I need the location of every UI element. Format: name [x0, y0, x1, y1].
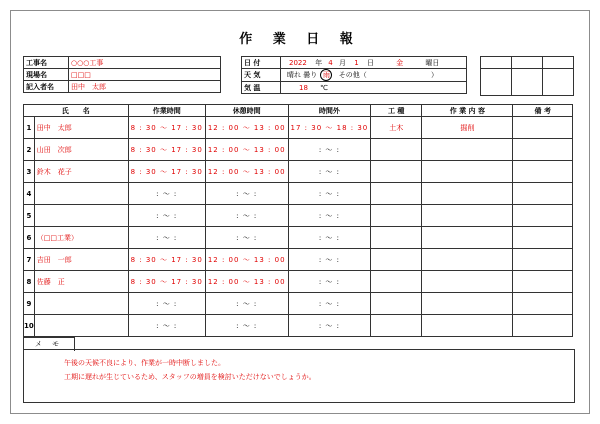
date-weather-table — [241, 56, 467, 94]
work-time-cell[interactable]: 8 : 30 ～ 17 : 30 — [128, 117, 205, 139]
content-cell[interactable] — [422, 205, 513, 227]
overtime-cell[interactable]: : ～ : — [288, 227, 371, 249]
content-cell[interactable] — [422, 293, 513, 315]
table-row — [24, 139, 573, 161]
work-time-cell[interactable]: : ～ : — [128, 205, 205, 227]
col-header-overtime: 時間外 — [288, 105, 371, 117]
col-header-trade: 工 種 — [371, 105, 422, 117]
page-title: 作 業 日 報 — [239, 32, 361, 47]
temperature-label: 気 温 — [242, 82, 281, 94]
trade-cell[interactable]: 土木 — [371, 117, 422, 139]
break-time-cell[interactable]: : ～ : — [205, 293, 288, 315]
col-header-work-time: 作業時間 — [128, 105, 205, 117]
work-time-cell[interactable]: : ～ : — [128, 315, 205, 337]
remarks-cell[interactable] — [513, 271, 573, 293]
break-time-cell[interactable]: 12 : 00 ～ 13 : 00 — [205, 139, 288, 161]
work-log-table — [23, 104, 573, 337]
worker-name[interactable] — [34, 183, 128, 205]
remarks-cell[interactable] — [513, 249, 573, 271]
col-header-name: 氏 名 — [24, 105, 129, 117]
project-field-value[interactable]: □□□ — [69, 69, 221, 81]
table-row — [24, 205, 573, 227]
memo-line-1: 午後の天候不良により、作業が一時中断しました。 — [64, 359, 225, 367]
weather-other[interactable]: その他（ — [338, 71, 367, 79]
row-number: 5 — [24, 205, 35, 227]
break-time-cell[interactable]: 12 : 00 ～ 13 : 00 — [205, 117, 288, 139]
content-cell[interactable] — [422, 249, 513, 271]
trade-cell[interactable] — [371, 315, 422, 337]
weather-rain-selected[interactable]: 雨 — [320, 69, 332, 81]
break-time-cell[interactable]: 12 : 00 ～ 13 : 00 — [205, 161, 288, 183]
worker-name[interactable] — [34, 293, 128, 315]
trade-cell[interactable] — [371, 183, 422, 205]
date-month[interactable]: 4 — [328, 58, 333, 67]
stamp-box-1[interactable] — [481, 69, 512, 96]
stamp-box-3[interactable] — [543, 69, 574, 96]
table-row — [24, 271, 573, 293]
worker-name[interactable]: 吉田 一郎 — [34, 249, 128, 271]
table-row — [24, 249, 573, 271]
worker-name[interactable]: 佐藤 正 — [34, 271, 128, 293]
worker-name[interactable]: （□□工業） — [34, 227, 128, 249]
overtime-cell[interactable]: : ～ : — [288, 139, 371, 161]
row-number: 3 — [24, 161, 35, 183]
trade-cell[interactable] — [371, 293, 422, 315]
col-header-content: 作 業 内 容 — [422, 105, 513, 117]
table-row — [24, 117, 573, 139]
table-row — [24, 161, 573, 183]
col-header-break-time: 休憩時間 — [205, 105, 288, 117]
remarks-cell[interactable] — [513, 205, 573, 227]
trade-cell[interactable] — [371, 249, 422, 271]
date-weekday-unit: 曜日 — [425, 58, 440, 67]
remarks-cell[interactable] — [513, 161, 573, 183]
overtime-cell[interactable]: : ～ : — [288, 271, 371, 293]
remarks-cell[interactable] — [513, 183, 573, 205]
overtime-cell[interactable]: : ～ : — [288, 249, 371, 271]
trade-cell[interactable] — [371, 205, 422, 227]
date-label: 日 付 — [242, 57, 281, 69]
work-time-cell[interactable]: 8 : 30 ～ 17 : 30 — [128, 249, 205, 271]
stamp-box-2[interactable] — [512, 69, 543, 96]
content-cell[interactable] — [422, 139, 513, 161]
overtime-cell[interactable]: : ～ : — [288, 293, 371, 315]
work-time-cell[interactable]: : ～ : — [128, 227, 205, 249]
overtime-cell[interactable]: : ～ : — [288, 161, 371, 183]
work-time-cell[interactable]: 8 : 30 ～ 17 : 30 — [128, 139, 205, 161]
memo-box[interactable] — [23, 349, 575, 403]
content-cell[interactable] — [422, 183, 513, 205]
temperature-value[interactable]: 18 — [299, 83, 308, 92]
overtime-cell[interactable]: : ～ : — [288, 315, 371, 337]
row-number: 4 — [24, 183, 35, 205]
weather-other-close: ） — [430, 71, 438, 79]
break-time-cell[interactable]: 12 : 00 ～ 13 : 00 — [205, 249, 288, 271]
remarks-cell[interactable] — [513, 117, 573, 139]
worker-name[interactable]: 田中 太郎 — [34, 117, 128, 139]
date-year[interactable]: 2022 — [289, 58, 307, 67]
project-field-value[interactable]: ○○○工事 — [69, 57, 221, 69]
stamp-header-2 — [512, 57, 543, 69]
content-cell[interactable]: 掘削 — [422, 117, 513, 139]
remarks-cell[interactable] — [513, 227, 573, 249]
temperature-unit: ℃ — [320, 83, 329, 92]
project-field-label: 工事名 — [24, 57, 69, 69]
remarks-cell[interactable] — [513, 139, 573, 161]
table-row — [24, 183, 573, 205]
col-header-remarks: 備 考 — [513, 105, 573, 117]
overtime-cell[interactable]: : ～ : — [288, 183, 371, 205]
work-time-cell[interactable]: : ～ : — [128, 183, 205, 205]
work-time-cell[interactable]: 8 : 30 ～ 17 : 30 — [128, 271, 205, 293]
row-number: 9 — [24, 293, 35, 315]
content-cell[interactable] — [422, 161, 513, 183]
table-row — [24, 315, 573, 337]
content-cell[interactable] — [422, 315, 513, 337]
remarks-cell[interactable] — [513, 315, 573, 337]
project-field-value[interactable]: 田中 太郎 — [69, 81, 221, 93]
row-number: 1 — [24, 117, 35, 139]
work-time-cell[interactable]: 8 : 30 ～ 17 : 30 — [128, 161, 205, 183]
memo-label: メ モ — [23, 337, 75, 351]
trade-cell[interactable] — [371, 161, 422, 183]
stamp-header-3 — [543, 57, 574, 69]
memo-line-2: 工期に遅れが生じているため、スタッフの増員を検討いただけないでしょうか。 — [64, 373, 316, 381]
project-field-label: 記入者名 — [24, 81, 69, 93]
work-time-cell[interactable]: : ～ : — [128, 293, 205, 315]
break-time-cell[interactable]: : ～ : — [205, 205, 288, 227]
project-field-label: 現場名 — [24, 69, 69, 81]
weather-cloudy[interactable]: 曇り — [303, 71, 318, 79]
content-cell[interactable] — [422, 227, 513, 249]
date-month-unit: 月 — [339, 58, 346, 67]
date-year-unit: 年 — [315, 58, 323, 67]
break-time-cell[interactable]: : ～ : — [205, 183, 288, 205]
date-weekday[interactable]: 金 — [396, 58, 404, 67]
worker-name[interactable]: 山田 次郎 — [34, 139, 128, 161]
break-time-cell[interactable]: : ～ : — [205, 227, 288, 249]
row-number: 8 — [24, 271, 35, 293]
table-row — [24, 227, 573, 249]
project-info-table — [23, 56, 221, 93]
break-time-cell[interactable]: 12 : 00 ～ 13 : 00 — [205, 271, 288, 293]
worker-name[interactable] — [34, 205, 128, 227]
overtime-cell[interactable]: : ～ : — [288, 205, 371, 227]
weather-sunny[interactable]: 晴れ — [287, 71, 301, 79]
overtime-cell[interactable]: 17 : 30 ～ 18 : 30 — [288, 117, 371, 139]
remarks-cell[interactable] — [513, 293, 573, 315]
approval-stamp-boxes — [480, 56, 574, 96]
content-cell[interactable] — [422, 271, 513, 293]
worker-name[interactable]: 鈴木 花子 — [34, 161, 128, 183]
weather-label: 天 気 — [242, 69, 281, 82]
row-number: 6 — [24, 227, 35, 249]
trade-cell[interactable] — [371, 271, 422, 293]
trade-cell[interactable] — [371, 139, 422, 161]
row-number: 7 — [24, 249, 35, 271]
date-day[interactable]: 1 — [354, 58, 359, 67]
worker-name[interactable] — [34, 315, 128, 337]
date-day-unit: 日 — [366, 58, 374, 67]
stamp-header-1 — [481, 57, 512, 69]
row-number: 10 — [24, 315, 35, 337]
trade-cell[interactable] — [371, 227, 422, 249]
table-row — [24, 293, 573, 315]
break-time-cell[interactable]: : ～ : — [205, 315, 288, 337]
row-number: 2 — [24, 139, 35, 161]
